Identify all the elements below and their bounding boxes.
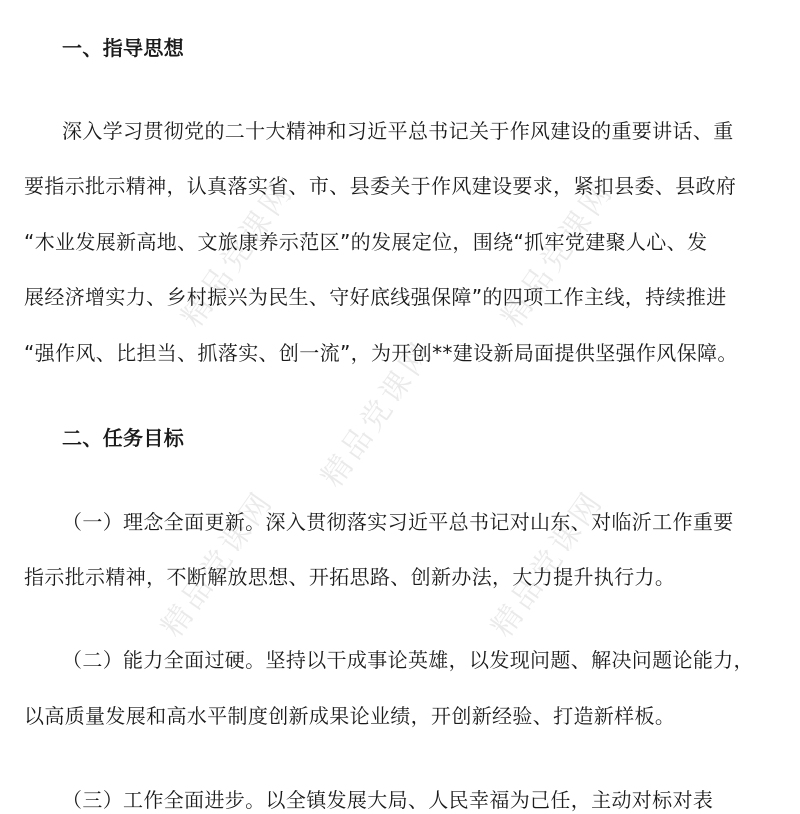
paragraph-line: 深入学习贯彻党的二十大精神和习近平总书记关于作风建设的重要讲话、重 <box>62 119 734 143</box>
paragraph-line: （一）理念全面更新。深入贯彻落实习近平总书记对山东、对临沂工作重要 <box>62 510 734 534</box>
watermark: 精品党课网 <box>174 174 301 334</box>
paragraph-line: 要指示批示精神，认真落实省、市、县委关于作风建设要求，紧扣县委、县政府 <box>24 174 737 198</box>
paragraph-line: （三）工作全面进步。以全镇发展大局、人民幸福为己任，主动对标对表 <box>62 788 714 812</box>
paragraph-line: “强作风、比担当、抓落实、创一流”，为开创**建设新局面提供坚强作风保障。 <box>24 341 738 365</box>
paragraph-line: “木业发展新高地、文旅康养示范区”的发展定位，围绕“抓牢党建聚人心、发 <box>24 230 708 254</box>
section-heading: 一、指导思想 <box>62 36 185 60</box>
paragraph-line: （二）能力全面过硬。坚持以干成事论英雄，以发现问题、解决问题论能力， <box>62 648 754 672</box>
section-heading: 二、任务目标 <box>62 426 185 450</box>
paragraph-line: 以高质量发展和高水平制度创新成果论业绩，开创新经验、打造新样板。 <box>24 704 676 728</box>
paragraph-line: 展经济增实力、乡村振兴为民生、守好底线强保障”的四项工作主线，持续推进 <box>24 285 727 309</box>
watermark: 精品党课网 <box>154 484 281 644</box>
paragraph-line: 指示批示精神，不断解放思想、开拓思路、创新办法，大力提升执行力。 <box>24 565 676 589</box>
watermark: 精品党课网 <box>484 484 611 644</box>
watermark: 精品党课网 <box>314 334 441 494</box>
watermark: 精品党课网 <box>494 174 621 334</box>
